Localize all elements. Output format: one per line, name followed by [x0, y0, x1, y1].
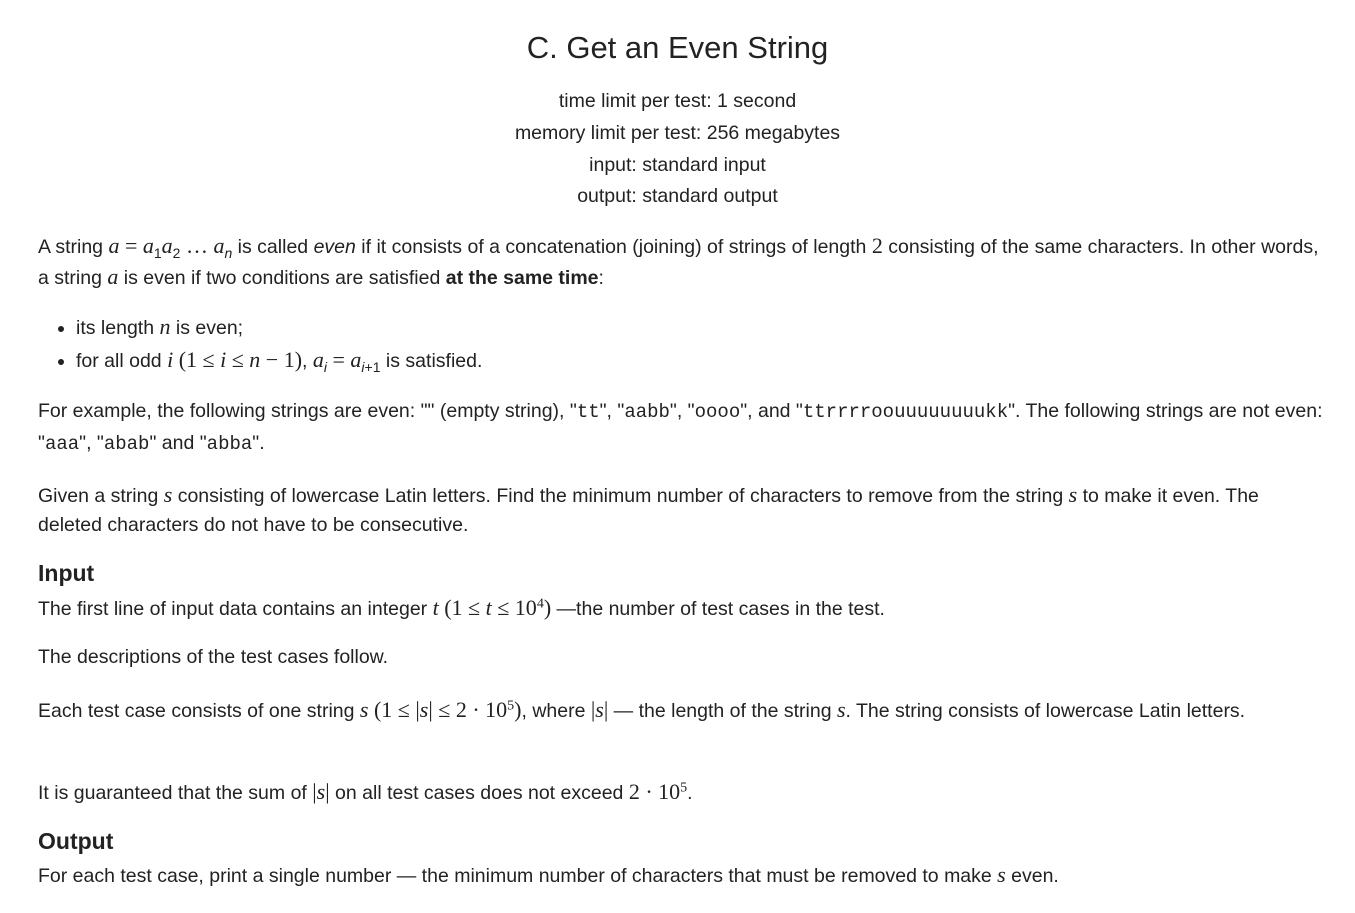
- statement-paragraph-3: Given a string s consisting of lowercase Latin letters. Find the minimum number of characters to remove from the string s to make it even. The deleted characters do not have to be consecutive.: [38, 482, 1259, 536]
- input-paragraph-1: The first line of input data contains an integer t $(1 \le t \le 10^4)$ —the number of test cases in the test.: [38, 595, 885, 620]
- input-header: Input: [38, 560, 95, 586]
- problem-title: C. Get an Even String: [526, 30, 829, 65]
- statement-paragraph-2: For example, the following strings are even: "" (empty string), "tt", "aabb", "oooo", and "ttrrrroouuuuuuuukk". The following strings are not even: "aaa", "abab" and "abba".: [38, 400, 1323, 455]
- input-paragraph-2: The descriptions of the test cases follow.: [38, 646, 389, 668]
- problem-limits: [0, 86, 1355, 213]
- output-header: Output: [38, 828, 114, 854]
- input-paragraph-4: It is guaranteed that the sum of |s| on all test cases does not exceed $2 \cdot 10^5$.: [38, 779, 693, 804]
- list-item: • for all odd i (1 ≤ i ≤ n − 1), $a_i = a_{i+1}$ is satisfied.: [76, 344, 1328, 377]
- conditions-list: [38, 311, 1328, 377]
- statement-paragraph-1: A string $a = a_1a_2$ … $a_n$ is called even if it consists of a concatenation (joining) of strings of length 2 consisting of the same characters. In other words, a string a is even if two conditions are satisfied at the same time:: [38, 233, 1319, 289]
- output-paragraph-1: For each test case, print a single number — the minimum number of characters that must be removed to make s even.: [38, 862, 1059, 887]
- time-limit: time limit per test: 1 second: [558, 90, 797, 112]
- memory-limit: memory limit per test: 256 megabytes: [514, 121, 841, 144]
- input-paragraph-3: Each test case consists of one string s $(1 \le |s| \le 2 \cdot 10^5)$, where |s| — the length of the string s. The string consists of lowercase Latin letters.: [38, 697, 1246, 722]
- input-spec: input: standard input: [589, 153, 766, 176]
- list-item: • its length n is even;: [76, 311, 1328, 344]
- output-spec: output: standard output: [577, 185, 778, 208]
